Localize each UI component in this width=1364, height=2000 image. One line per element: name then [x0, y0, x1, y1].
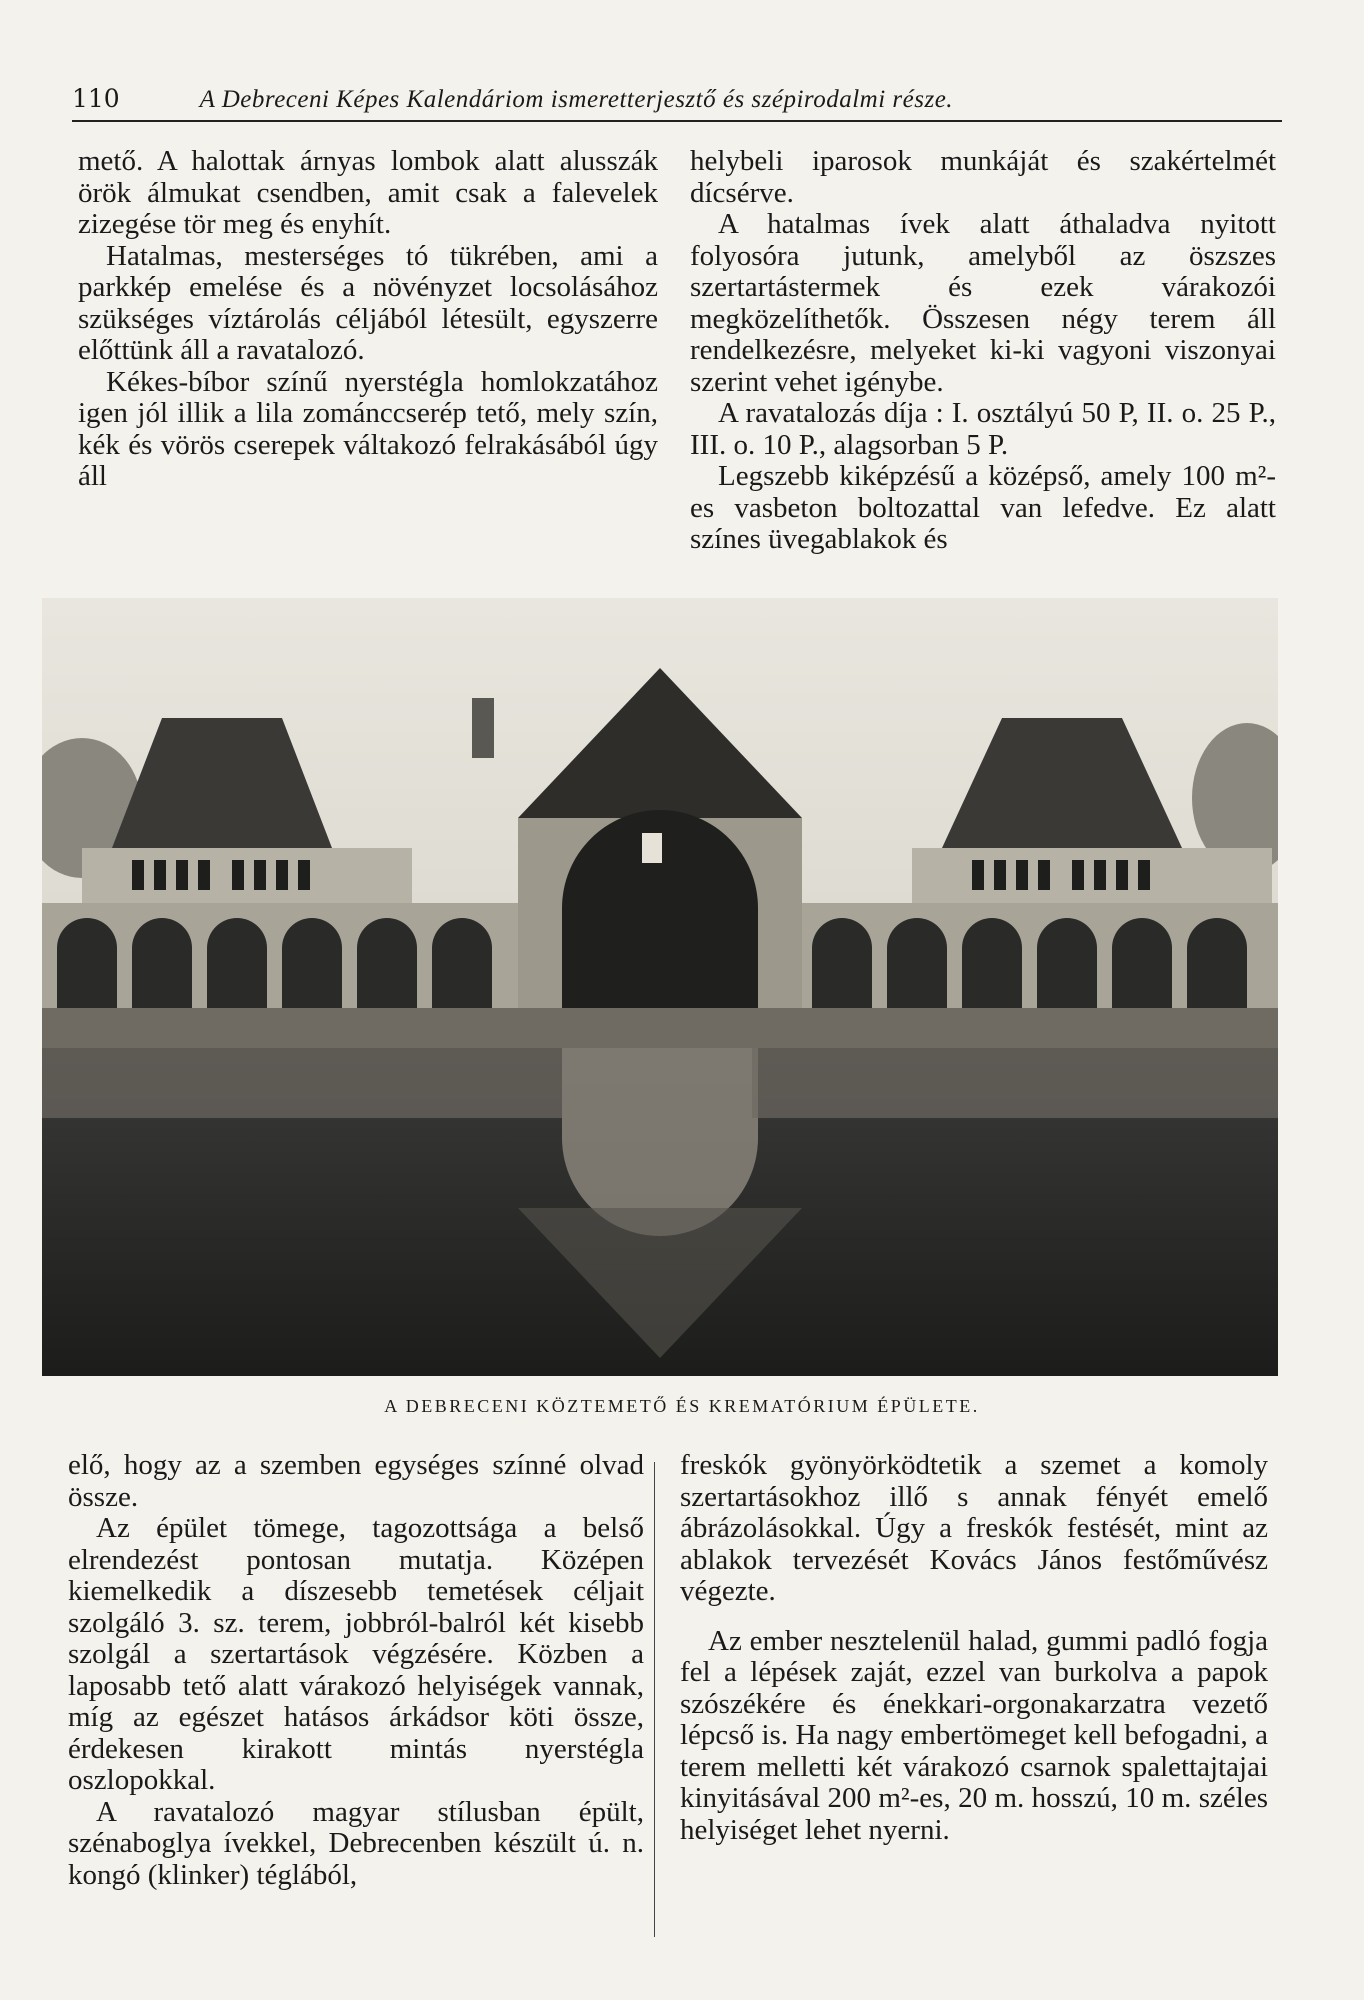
paragraph: helybeli iparosok munkáját és szakértelmét dícsérve. — [690, 145, 1276, 209]
page-number: 110 — [72, 84, 120, 113]
paragraph: A ravatalozó magyar stílusban épült, szénaboglya ívekkel, Debrecenben készült ú. n. kongó (klinker) téglából, — [68, 1795, 644, 1891]
top-left-column — [78, 146, 658, 493]
paragraph: elő, hogy az a szemben egységes színné olvad össze. — [68, 1449, 644, 1513]
bottom-right-column — [680, 1450, 1268, 1846]
paragraph: Az ember nesztelenül halad, gummi padló fogja fel a lépések zaját, ezzel van burkolva a papok szószékére és énekkari-orgonakarzatra vezető lépcső is. Ha nagy embertömeget kell befogadni, a terem melletti két várakozó csarnok spalettajtajai kinyitásával 200 m²-es, 20 m. hosszú, 10 m. széles helyiséget lehet nyerni. — [680, 1624, 1268, 1846]
running-header — [72, 84, 1282, 122]
bottom-left-column — [68, 1450, 644, 1891]
running-title: A Debreceni Képes Kalendáriom ismeretterjesztő és szépirodalmi része. — [199, 86, 954, 113]
paragraph: mető. A halottak árnyas lombok alatt alusszák örök álmukat csendben, amit csak a falevelek zizegése tör meg és enyhít. — [78, 145, 658, 240]
paragraph: Legszebb kiképzésű a középső, amely 100 m²-es vasbeton boltozattal van lefedve. Ez alatt színes üvegablakok és — [690, 460, 1276, 555]
paragraph: Hatalmas, mesterséges tó tükrében, ami a parkkép emelése és a növényzet locsolásához szükséges víztárolás céljából létesült, egyszerre előttünk áll a ravatalozó. — [78, 239, 658, 366]
column-divider — [654, 1462, 655, 1937]
photo-caption: A DEBRECENI KÖZTEMETŐ ÉS KREMATÓRIUM ÉPÜLETE. — [384, 1396, 980, 1416]
paragraph: freskók gyönyörködtetik a szemet a komoly szertartásokhoz illő s annak fényét emelő ábrázolásokkal. Úgy a freskók festését, mint az ablakok tervezését Kovács János festőművész végezte. — [680, 1449, 1268, 1607]
paragraph: Az épület tömege, tagozottsága a belső elrendezést pontosan mutatja. Középen kiemelkedik a díszesebb temetések céljait szolgáló 3. sz. terem, jobbról-balról két kisebb szolgál a szertartások végzésére. Közben a laposabb tető alatt várakozó helyiségek vannak, míg az egészet hatásos árkádsor köti össze, érdekesen kirakott mintás nyerstégla oszlopokkal. — [68, 1512, 644, 1796]
paragraph: Kékes-bíbor színű nyerstégla homlokzatához igen jól illik a lila zománccserép tető, mely szín, kék és vörös cserepek váltakozó felrakásából úgy áll — [78, 365, 658, 492]
paragraph: A hatalmas ívek alatt áthaladva nyitott folyosóra jutunk, amelyből az öszszes szertartástermek és ezek várakozói megközelíthetők. Összesen négy terem áll rendelkezésre, melyeket ki-ki vagyoni viszonyai szerint vehet igénybe. — [690, 208, 1276, 398]
paragraph: A ravatalozás díja : I. osztályú 50 P, II. o. 25 P., III. o. 10 P., alagsorban 5 P. — [690, 397, 1276, 461]
building-photo — [42, 598, 1278, 1376]
top-right-column — [690, 146, 1276, 556]
